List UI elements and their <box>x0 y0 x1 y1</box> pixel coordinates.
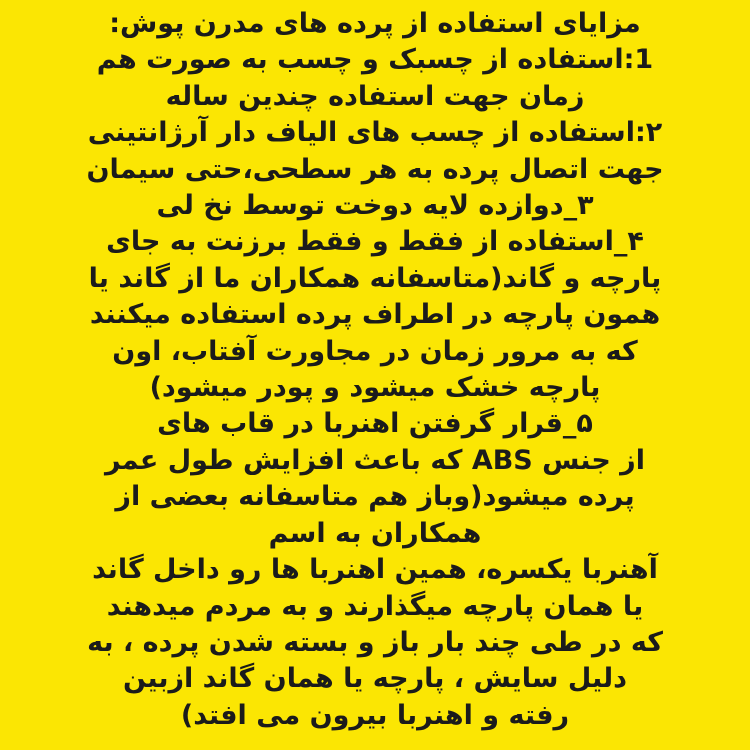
text-line: که در طی چند بار باز و بسته شدن پرده ، به <box>87 626 663 658</box>
text-line: ۵_قرار گرفتن اهنربا در قاب های <box>157 408 593 440</box>
page-title: مزایای استفاده از پرده های مدرن پوش: <box>109 8 641 39</box>
text-line: جهت اتصال پرده به هر سطحی،حتی سیمان <box>86 153 664 185</box>
text-line: که به مرور زمان در مجاورت آفتاب، اون <box>112 335 638 367</box>
text-line: 1:استفاده از چسبک و چسب به صورت هم <box>96 44 654 76</box>
text-line: آهنربا یکسره، همین اهنربا ها رو داخل گاند <box>92 554 658 586</box>
text-line: ۳_دوازده لایه دوخت توسط نخ لی <box>156 190 594 222</box>
text-line: دلیل سایش ، پارچه یا همان گاند ازبین <box>123 663 627 695</box>
text-line: پرده میشود(وباز هم متاسفانه بعضی از <box>115 481 635 513</box>
text-line: یا همان پارچه میگذارند و به مردم میدهند <box>106 590 644 622</box>
text-line: ۴_استفاده از فقط و فقط برزنت به جای <box>106 226 644 258</box>
text-line: پارچه خشک میشود و پودر میشود) <box>149 372 601 404</box>
text-line: همون پارچه در اطراف پرده استفاده میکنند <box>89 299 661 331</box>
text-line: زمان جهت استفاده چندین ساله <box>165 80 585 112</box>
text-line: همکاران به اسم <box>268 517 482 549</box>
text-line: رفته و اهنربا بیرون می افتد) <box>180 699 570 731</box>
text-line: پارچه و گاند(متاسفانه همکاران ما از گاند یا <box>88 262 662 294</box>
text-line: از جنس ABS که باعث افزایش طول عمر <box>105 444 645 476</box>
text-line: ۲:استفاده از چسب های الیاف دار آرژانتینی <box>87 117 663 149</box>
